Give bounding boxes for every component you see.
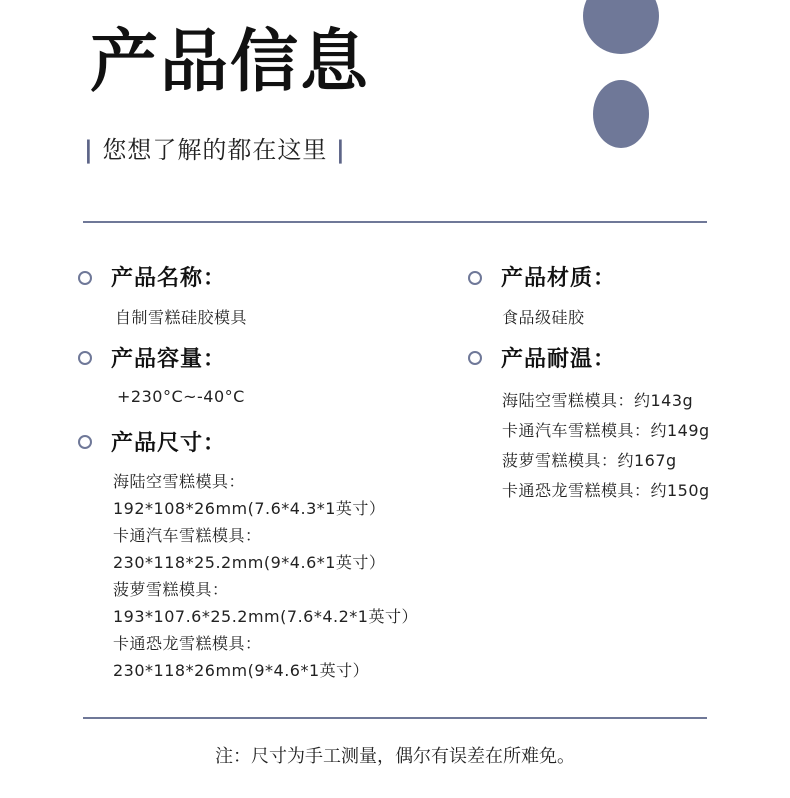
footer-note: 注：尺寸为手工测量，偶尔有误差在所难免。 [215, 746, 575, 767]
page-title: 产品信息 [90, 23, 371, 102]
product-size-label: 产品尺寸： [111, 431, 227, 456]
subtitle-bar-left: | [84, 136, 94, 164]
product-capacity-value: +230°C~-40°C [117, 387, 245, 406]
product-name-value: 自制雪糕硅胶模具 [115, 308, 248, 327]
size-line: 193*107.6*25.2mm(7.6*4.2*1英寸） [113, 607, 418, 626]
bullet-icon [468, 351, 482, 365]
decorative-circle-top [583, 0, 659, 54]
size-line: 海陆空雪糕模具： [113, 472, 246, 491]
product-temp-list [502, 386, 710, 506]
bullet-icon [78, 435, 92, 449]
temp-line: 卡通恐龙雪糕模具：约150g [502, 481, 710, 500]
size-line: 230*118*26mm(9*4.6*1英寸） [113, 661, 370, 680]
size-line: 菠萝雪糕模具： [113, 580, 229, 599]
bullet-icon [78, 351, 92, 365]
bullet-icon [78, 271, 92, 285]
decorative-circle-bottom [593, 80, 649, 148]
subtitle-text: 您想了解的都在这里 [102, 136, 328, 164]
subtitle [84, 130, 346, 165]
temp-line: 卡通汽车雪糕模具：约149g [502, 421, 710, 440]
product-size-list [113, 468, 418, 684]
divider-bottom [83, 717, 707, 719]
bullet-icon [468, 271, 482, 285]
product-name-label: 产品名称： [111, 266, 227, 291]
product-capacity-label: 产品容量： [111, 347, 227, 372]
size-line: 192*108*26mm(7.6*4.3*1英寸） [113, 499, 386, 518]
divider-top [83, 221, 707, 223]
product-material-value: 食品级硅胶 [502, 308, 585, 327]
size-line: 230*118*25.2mm(9*4.6*1英寸） [113, 553, 386, 572]
subtitle-bar-right: | [336, 136, 346, 164]
size-line: 卡通恐龙雪糕模具： [113, 634, 262, 653]
temp-line: 菠萝雪糕模具：约167g [502, 451, 677, 470]
product-temp-label: 产品耐温： [501, 347, 617, 372]
size-line: 卡通汽车雪糕模具： [113, 526, 262, 545]
temp-line: 海陆空雪糕模具：约143g [502, 391, 694, 410]
product-material-label: 产品材质： [501, 266, 617, 291]
